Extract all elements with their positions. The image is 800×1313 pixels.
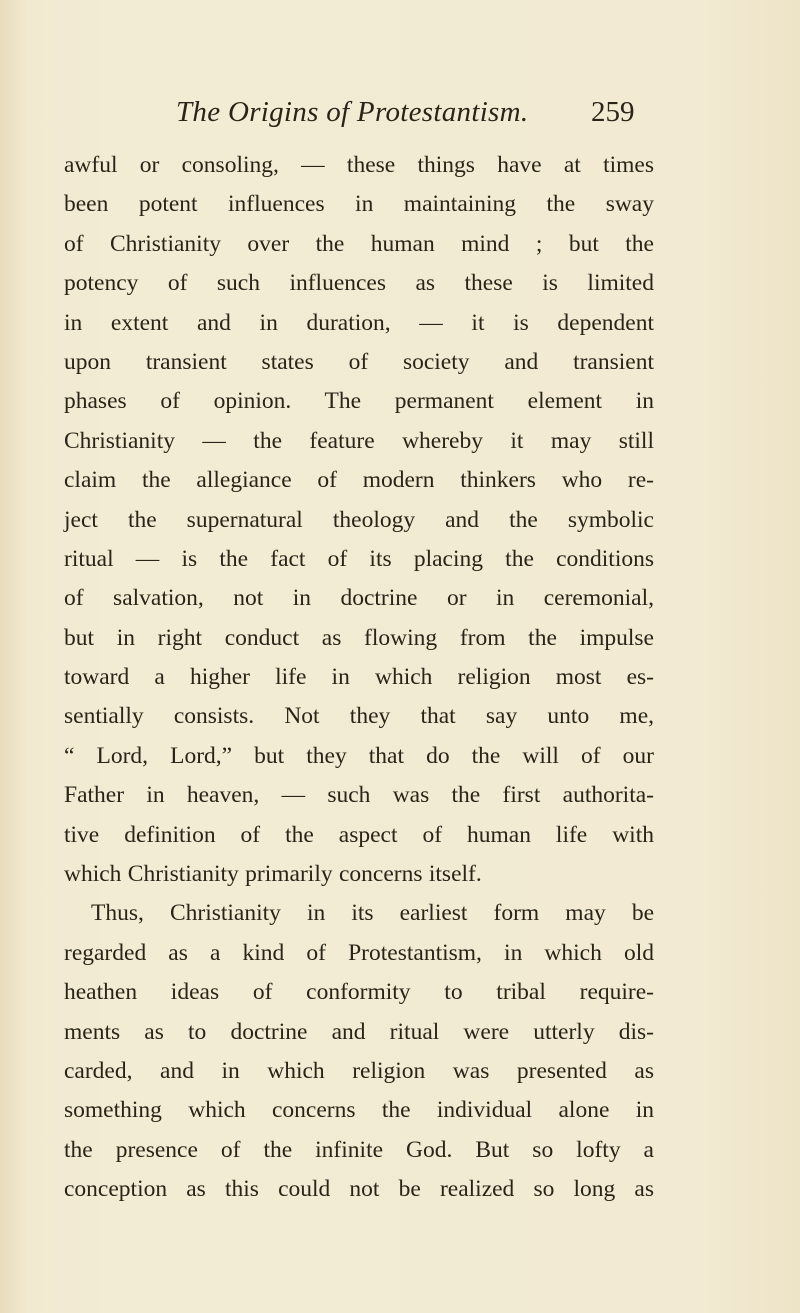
text-line: heathen ideas of conformity to tribal require- bbox=[64, 979, 654, 1006]
text-line: which Christianity primarily concerns itself. bbox=[64, 861, 482, 888]
text-line: of salvation, not in doctrine or in ceremonial, bbox=[64, 585, 654, 612]
text-line: phases of opinion. The permanent element in bbox=[64, 388, 654, 415]
text-line: awful or consoling, — these things have at times bbox=[64, 152, 654, 178]
text-line: “ Lord, Lord,” but they that do the will of our bbox=[64, 742, 654, 769]
text-line: sentially consists. Not they that say unto me, bbox=[64, 703, 654, 730]
text-line: carded, and in which religion was presented as bbox=[64, 1057, 654, 1084]
text-line: been potent influences in maintaining the sway bbox=[64, 191, 654, 218]
text-line: ritual — is the fact of its placing the conditions bbox=[64, 545, 654, 572]
text-line: Christianity — the feature whereby it may still bbox=[64, 427, 654, 454]
text-line: something which concerns the individual alone in bbox=[64, 1097, 654, 1124]
text-line: toward a higher life in which religion most es- bbox=[64, 664, 654, 691]
text-line: Thus, Christianity in its earliest form may be bbox=[91, 900, 654, 927]
text-line: the presence of the infinite God. But so lofty a bbox=[64, 1136, 654, 1163]
text-line: but in right conduct as flowing from the impulse bbox=[64, 624, 654, 651]
text-line: ject the supernatural theology and the symbolic bbox=[64, 506, 654, 533]
text-line: in extent and in duration, — it is dependent bbox=[64, 309, 654, 336]
text-line: claim the allegiance of modern thinkers who re- bbox=[64, 467, 654, 494]
running-title: The Origins of Protestantism. bbox=[176, 96, 529, 128]
text-line: ments as to doctrine and ritual were utterly dis- bbox=[64, 1018, 654, 1045]
text-line: regarded as a kind of Protestantism, in which old bbox=[64, 939, 654, 966]
text-line: of Christianity over the human mind ; but the bbox=[64, 230, 654, 257]
text-line: potency of such influences as these is limited bbox=[64, 270, 654, 297]
text-line: Father in heaven, — such was the first authorita- bbox=[64, 782, 654, 809]
body-text bbox=[64, 146, 654, 1210]
text-line: tive definition of the aspect of human life with bbox=[64, 821, 654, 848]
text-line: upon transient states of society and transient bbox=[64, 348, 654, 375]
running-head bbox=[0, 96, 800, 136]
page-number: 259 bbox=[591, 96, 635, 128]
text-line: conception as this could not be realized so long as bbox=[64, 1176, 654, 1203]
